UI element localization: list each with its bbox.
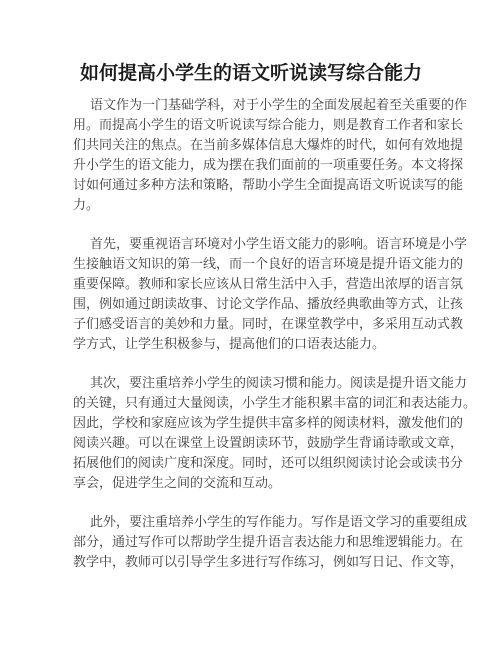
paragraph-line: 教学中，教师可以引导学生多进行写作练习，例如写日记、作文等， [73, 555, 464, 570]
paragraph-line: 部分，通过写作可以帮助学生提升语言表达能力和思维逻辑能力。在 [73, 535, 464, 550]
paragraph-line: 们共同关注的焦点。在当前多媒体信息大爆炸的时代，如何有效地提 [73, 138, 464, 153]
paragraph-line: 力。 [73, 198, 100, 213]
paragraph-line: 因此，学校和家庭应该为学生提供丰富多样的阅读材料，激发他们的 [73, 416, 464, 431]
paragraph-line: 其次，要注重培养小学生的阅读习惯和能力。阅读是提升语文能力 [90, 376, 468, 391]
paragraph-4 [73, 513, 468, 573]
paragraph-line: 讨如何通过多种方法和策略，帮助小学生全面提高语文听说读写的能 [73, 178, 464, 193]
paragraph-2 [73, 235, 468, 355]
paragraph-line: 用。而提高小学生的语文听说读写综合能力，则是教育工作者和家长 [73, 118, 464, 133]
document-title: 如何提高小学生的语文听说读写综合能力 [79, 62, 422, 84]
paragraph-line: 生接触语文知识的第一线，而一个良好的语言环境是提升语文能力的 [73, 257, 464, 272]
paragraph-line: 阅读兴趣。可以在课堂上设置朗读环节，鼓励学生背诵诗歌或文章， [73, 436, 464, 451]
paragraph-line: 语文作为一门基础学科，对于小学生的全面发展起着至关重要的作 [90, 98, 468, 113]
paragraph-line: 升小学生的语文能力，成为摆在我们面前的一项重要任务。本文将探 [73, 158, 464, 173]
paragraph-line: 的关键，只有通过大量阅读，小学生才能积累丰富的词汇和表达能力。 [73, 396, 477, 411]
paragraph-line: 围，例如通过朗读故事、讨论文学作品、播放经典歌曲等方式，让孩 [73, 297, 464, 312]
paragraph-line: 享会，促进学生之间的交流和互动。 [73, 476, 282, 491]
paragraph-line: 此外，要注重培养小学生的写作能力。写作是语文学习的重要组成 [90, 515, 468, 530]
paragraph-line: 首先，要重视语言环境对小学生语文能力的影响。语言环境是小学 [90, 237, 468, 252]
paragraph-line: 重要保障。教师和家长应该从日常生活中入手，营造出浓厚的语言氛 [73, 277, 464, 292]
paragraph-1 [73, 96, 468, 216]
paragraph-line: 学方式，让学生积极参与，提高他们的口语表达能力。 [73, 337, 386, 352]
paragraph-line: 拓展他们的阅读广度和深度。同时，还可以组织阅读讨论会或读书分 [73, 456, 464, 471]
paragraph-3 [73, 374, 477, 494]
paragraph-line: 子们感受语言的美妙和力量。同时，在课堂教学中，多采用互动式教 [73, 317, 464, 332]
